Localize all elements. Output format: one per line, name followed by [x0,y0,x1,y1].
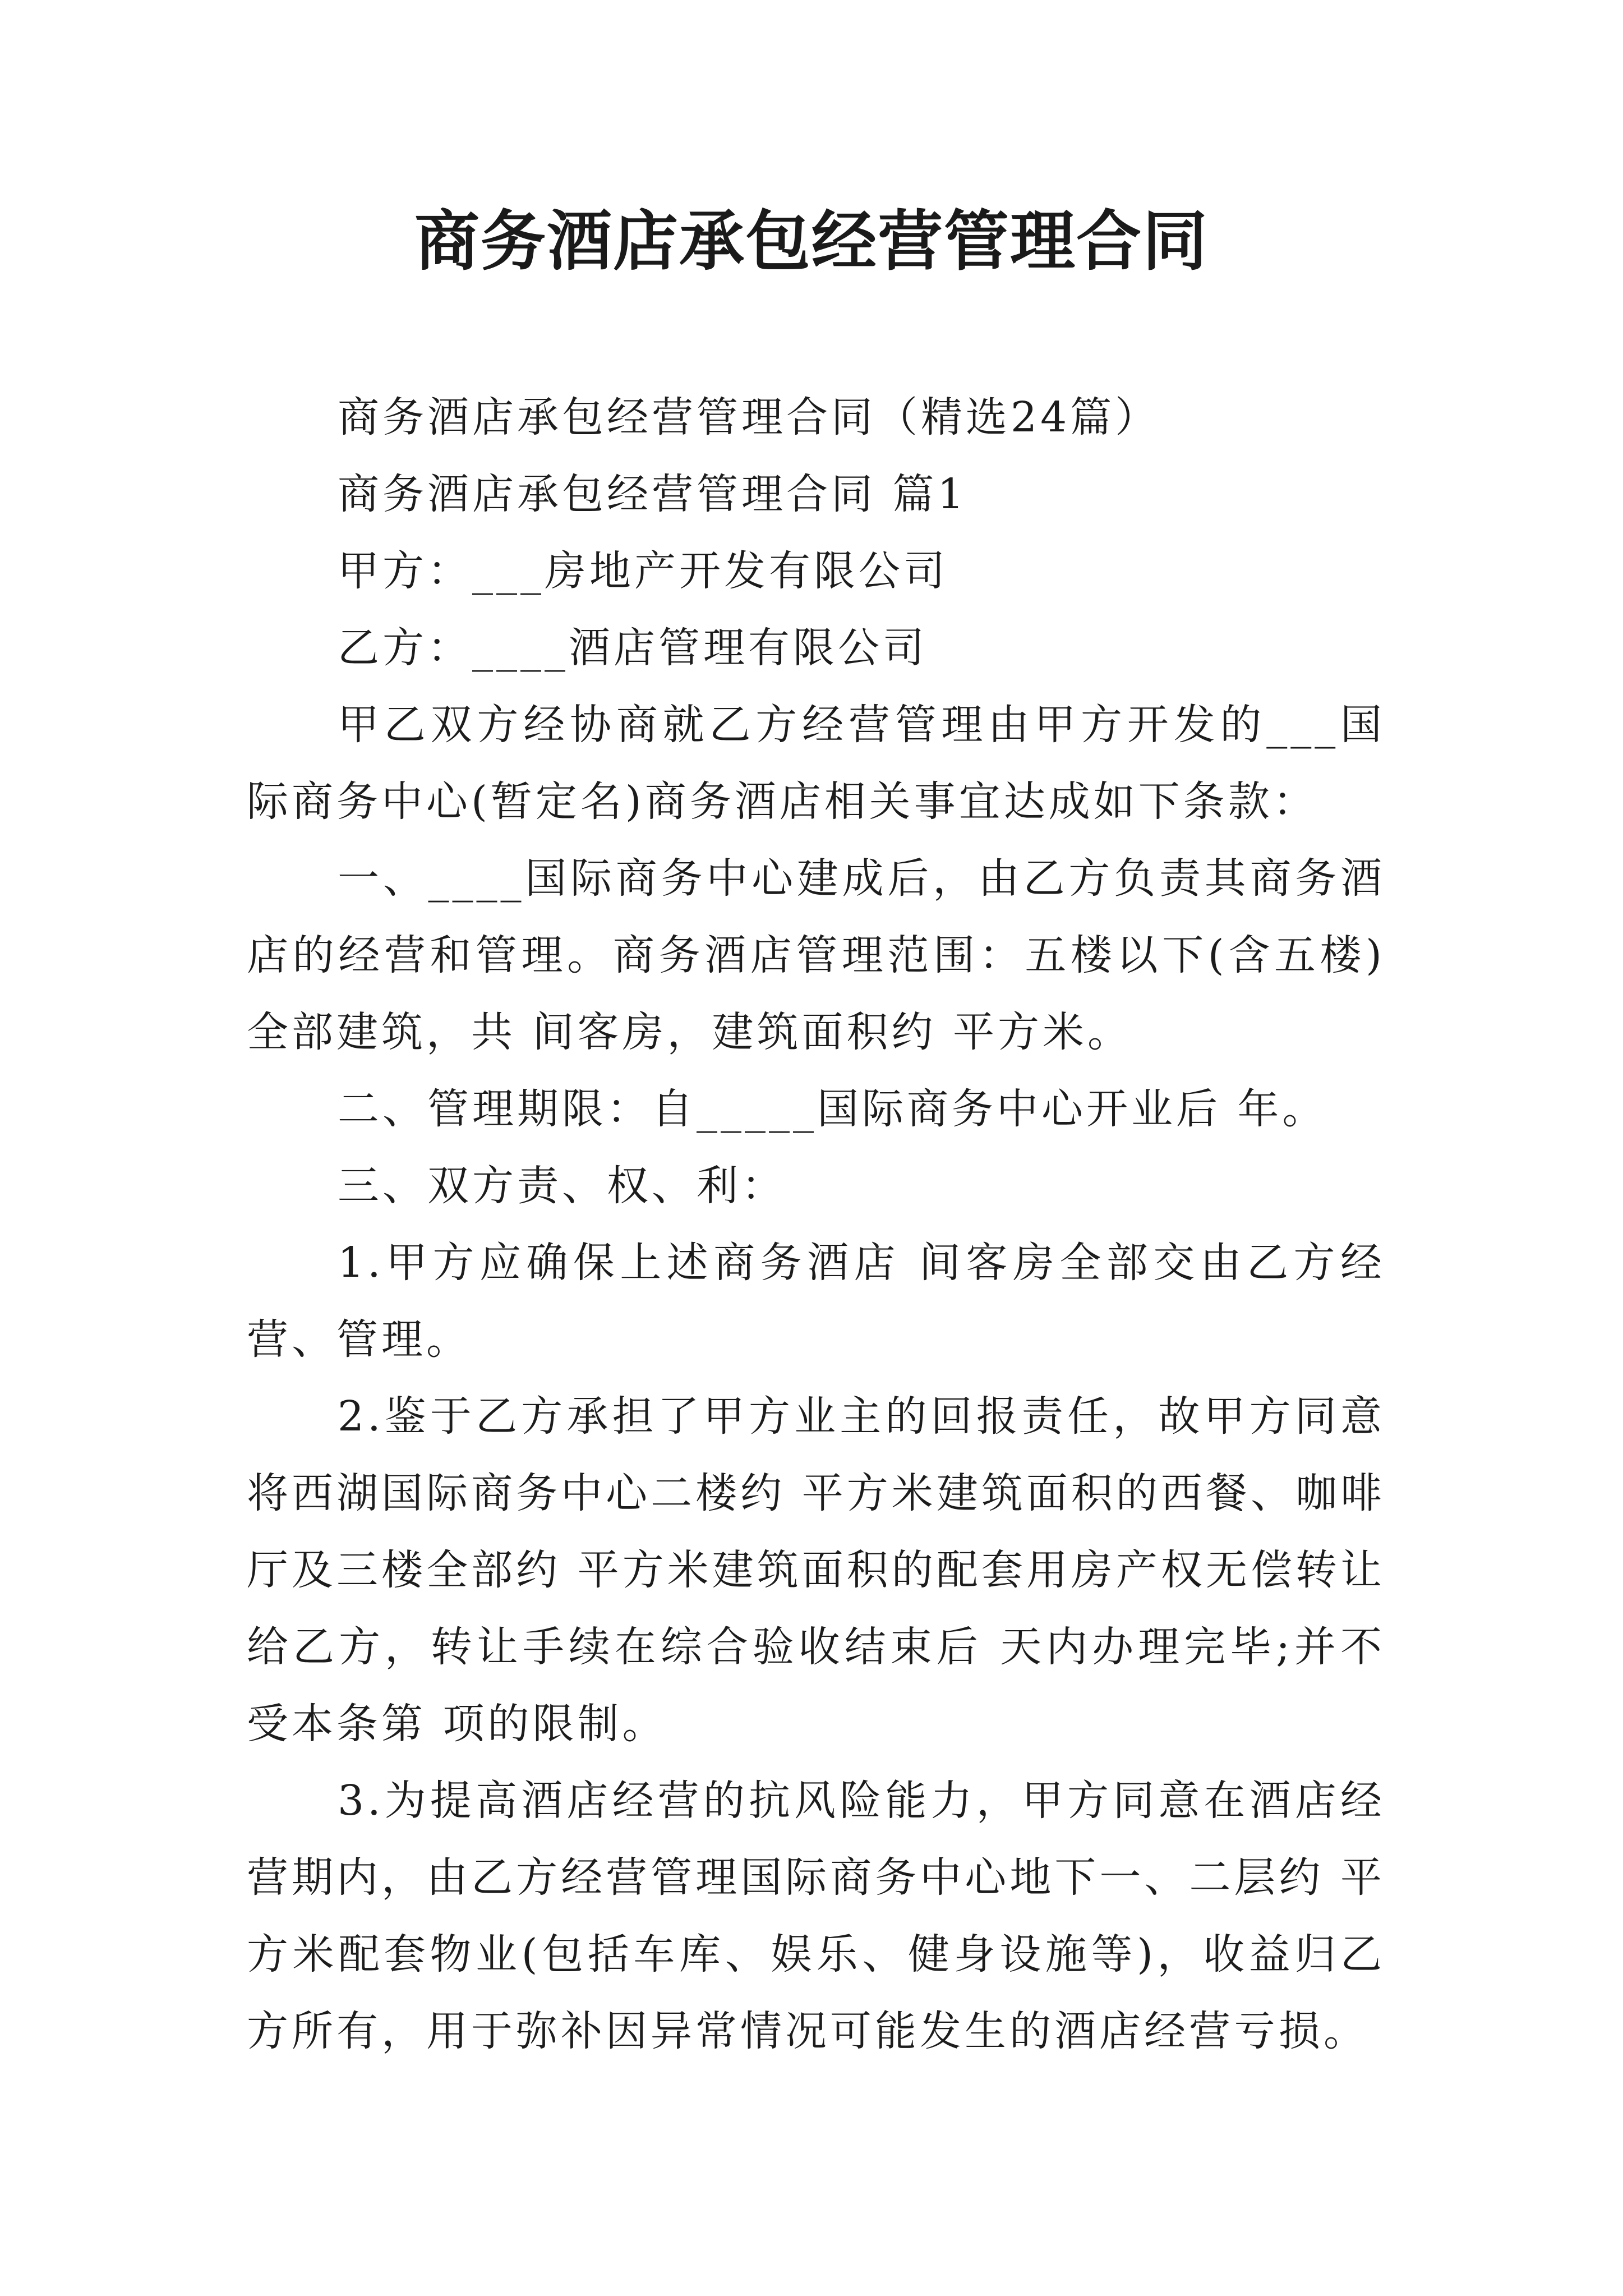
party-b-line: 乙方：____酒店管理有限公司 [338,624,928,672]
clause-1-paragraph: 一、____国际商务中心建成后，由乙方负责其商务酒店的经营和管理。商务酒店管理范围：五楼以下(含五楼)全部建筑，共 间客房，建筑面积约 平方米。 [247,854,1385,1056]
document-title: 商务酒店承包经营管理合同 [414,203,1209,279]
chapter-heading: 商务酒店承包经营管理合同 篇1 [338,470,967,518]
party-a-line: 甲方：___房地产开发有限公司 [338,547,948,595]
preamble-paragraph: 甲乙双方经协商就乙方经营管理由甲方开发的___国际商务中心(暂定名)商务酒店相关事宜达成如下条款： [247,701,1385,826]
clause-3-item-2: 2.鉴于乙方承担了甲方业主的回报责任，故甲方同意将西湖国际商务中心二楼约 平方米建筑面积的西餐、咖啡厅及三楼全部约 平方米建筑面积的配套用房产权无偿转让给乙方，转让手续在综合验收结束后 天内办理完毕;并不受本条第 项的限制。 [247,1392,1385,1748]
clause-3-item-3: 3.为提高酒店经营的抗风险能力，甲方同意在酒店经营期内，由乙方经营管理国际商务中心地下一、二层约 平方米配套物业(包括车库、娱乐、健身设施等)，收益归乙方所有，用于弥补因异常情况可能发生的酒店经营亏损。 [247,1777,1385,2055]
subtitle-paragraph: 商务酒店承包经营管理合同（精选24篇） [338,393,1160,441]
clause-2-paragraph: 二、管理期限：自_____国际商务中心开业后 年。 [338,1085,1327,1133]
document-body [247,379,1385,2070]
clause-3-heading: 三、双方责、权、利： [338,1162,786,1210]
clause-3-item-1: 1.甲方应确保上述商务酒店 间客房全部交由乙方经营、管理。 [247,1239,1385,1364]
